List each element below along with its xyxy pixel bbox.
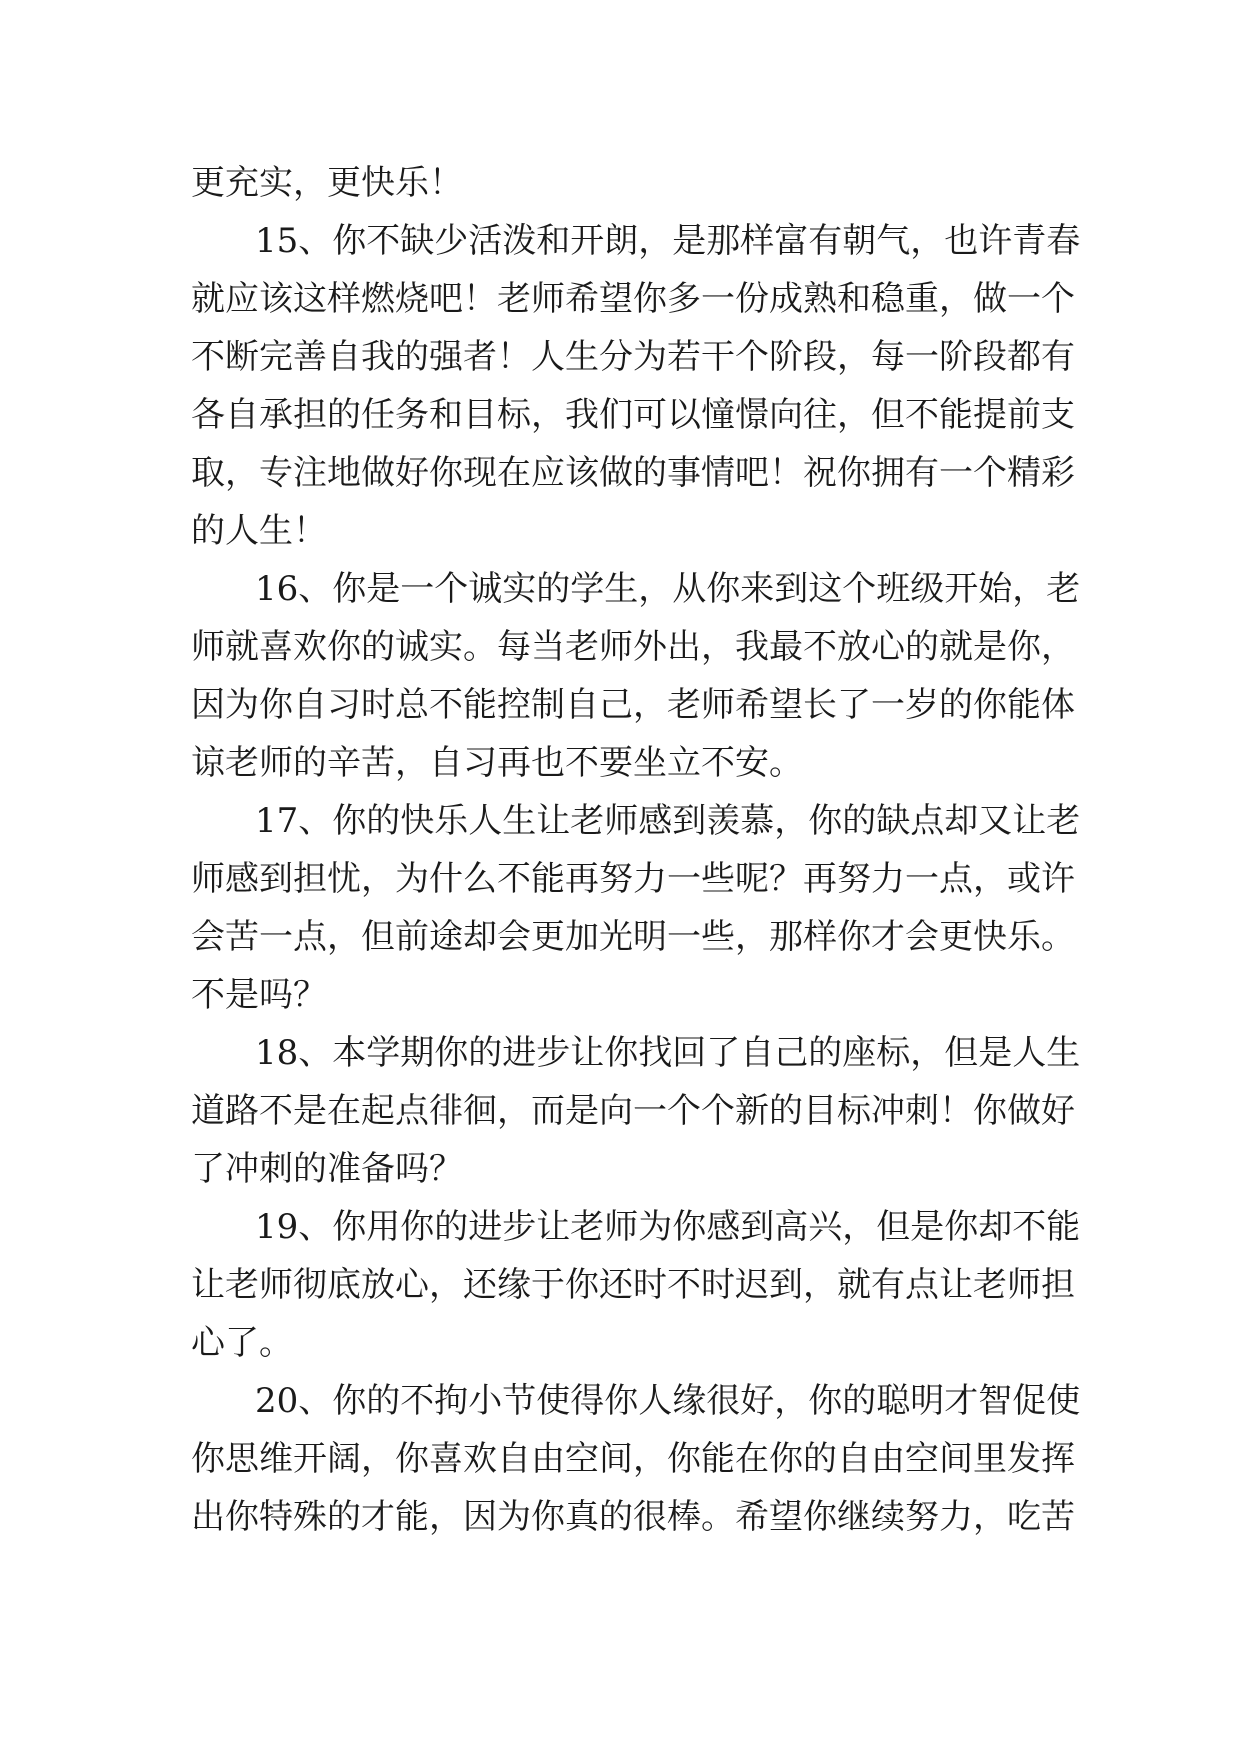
text-line: 师感到担忧，为什么不能再努力一些呢？再努力一点，或许 <box>191 859 1075 899</box>
text-line: 心了。 <box>191 1323 293 1363</box>
text-line: 让老师彻底放心，还缘于你还时不时迟到，就有点让老师担 <box>191 1265 1075 1305</box>
text-line: 就应该这样燃烧吧！老师希望你多一份成熟和稳重，做一个 <box>191 279 1075 319</box>
text-line: 出你特殊的才能，因为你真的很棒。希望你继续努力，吃苦 <box>191 1497 1075 1537</box>
text-line: 17、你的快乐人生让老师感到羡慕，你的缺点却又让老 <box>255 801 1081 841</box>
text-line: 道路不是在起点徘徊，而是向一个个新的目标冲刺！你做好 <box>191 1091 1075 1131</box>
text-line: 不断完善自我的强者！人生分为若干个阶段，每一阶段都有 <box>191 337 1075 377</box>
text-line: 不是吗？ <box>191 975 327 1015</box>
text-line: 取，专注地做好你现在应该做的事情吧！祝你拥有一个精彩 <box>191 453 1075 493</box>
text-line: 的人生！ <box>191 511 327 551</box>
paragraph-15 <box>191 212 1081 560</box>
paragraph-20 <box>191 1372 1081 1546</box>
paragraph-19 <box>191 1198 1081 1372</box>
text-line: 师就喜欢你的诚实。每当老师外出，我最不放心的就是你， <box>191 627 1075 667</box>
paragraph-16 <box>191 560 1081 792</box>
paragraph-14-tail <box>191 154 1051 212</box>
text-line: 20、你的不拘小节使得你人缘很好，你的聪明才智促使 <box>255 1381 1081 1421</box>
text-line: 你思维开阔，你喜欢自由空间，你能在你的自由空间里发挥 <box>191 1439 1075 1479</box>
document-body <box>191 154 1081 1546</box>
text-line: 了冲刺的准备吗？ <box>191 1149 463 1189</box>
text-line: 19、你用你的进步让老师为你感到高兴，但是你却不能 <box>255 1207 1081 1247</box>
text-line: 18、本学期你的进步让你找回了自己的座标，但是人生 <box>255 1033 1081 1073</box>
text-line: 谅老师的辛苦，自习再也不要坐立不安。 <box>191 743 803 783</box>
text-line: 各自承担的任务和目标，我们可以憧憬向往，但不能提前支 <box>191 395 1075 435</box>
text-line: 16、你是一个诚实的学生，从你来到这个班级开始，老 <box>255 569 1081 609</box>
text-line: 更充实，更快乐！ <box>191 163 463 203</box>
text-line: 15、你不缺少活泼和开朗，是那样富有朝气，也许青春 <box>255 221 1081 261</box>
paragraph-18 <box>191 1024 1081 1198</box>
paragraph-17 <box>191 792 1081 1024</box>
text-line: 因为你自习时总不能控制自己，老师希望长了一岁的你能体 <box>191 685 1075 725</box>
text-line: 会苦一点，但前途却会更加光明一些，那样你才会更快乐。 <box>191 917 1075 957</box>
